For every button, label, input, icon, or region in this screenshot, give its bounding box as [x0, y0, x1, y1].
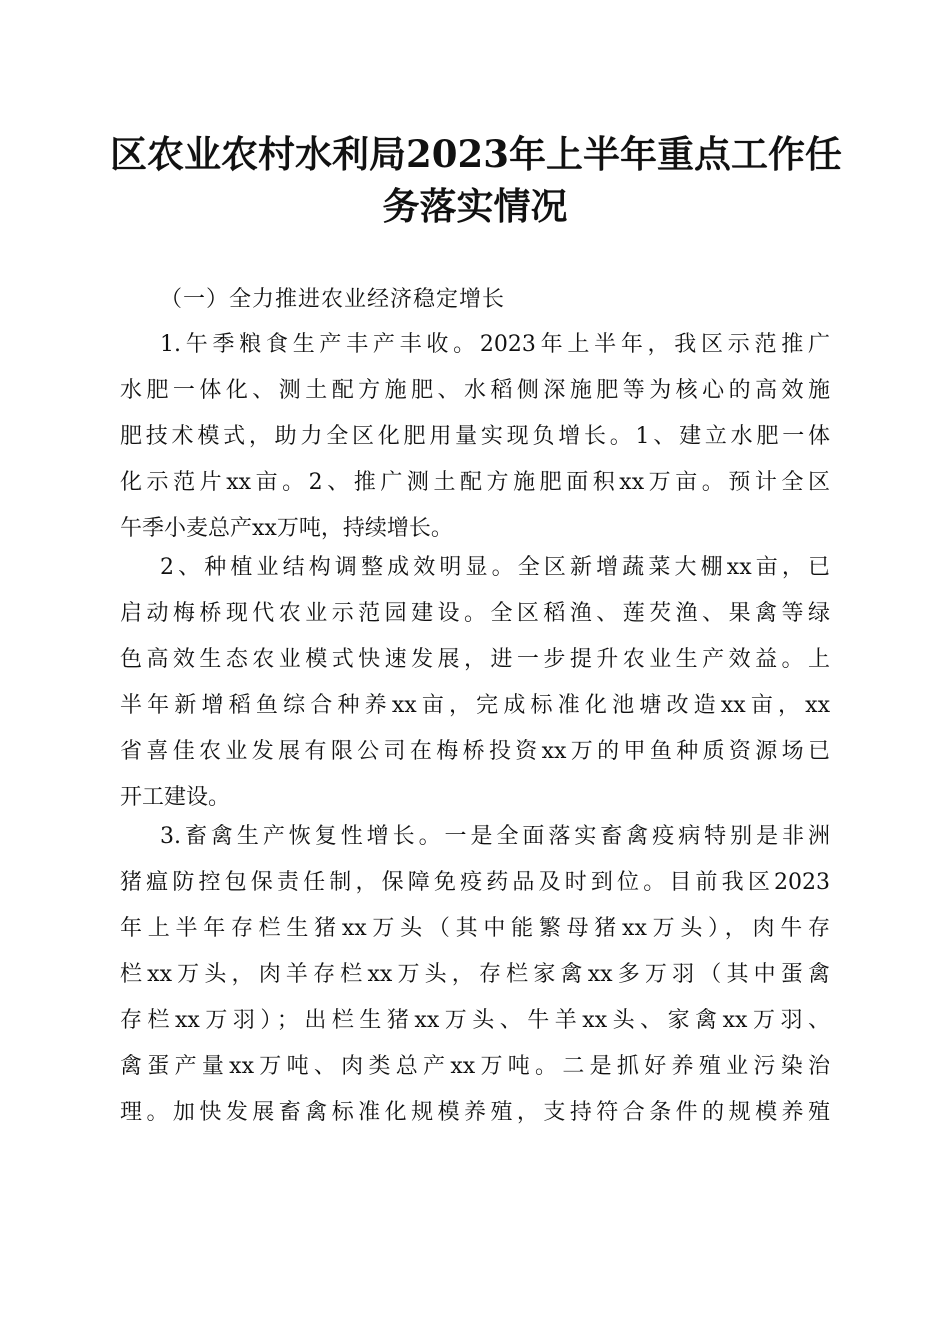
paragraph-line: 年上半年存栏生猪xx万头（其中能繁母猪xx万头），肉牛存	[120, 916, 830, 941]
section-heading	[120, 278, 830, 322]
paragraph-line: 半年新增稻鱼综合种养xx亩，完成标准化池塘改造xx亩，xx	[120, 693, 830, 718]
document-title	[110, 128, 840, 232]
paragraph-line: 禽蛋产量xx万吨、肉类总产xx万吨。二是抓好养殖业污染治	[120, 1054, 830, 1079]
paragraph-line: 猪瘟防控包保责任制，保障免疫药品及时到位。目前我区2023	[120, 870, 830, 895]
paragraph-line: 启动梅桥现代农业示范园建设。全区稻渔、莲芡渔、果禽等绿	[120, 601, 830, 626]
paragraph-line: 化示范片xx亩。2、推广测土配方施肥面积xx万亩。预计全区	[120, 470, 830, 495]
section-heading-text: （一）全力推进农业经济稳定增长	[160, 287, 506, 312]
paragraph-line: 1.午季粮食生产丰产丰收。2023年上半年，我区示范推广	[160, 332, 830, 357]
paragraph-line: 理。加快发展畜禽标准化规模养殖，支持符合条件的规模养殖	[120, 1100, 830, 1125]
paragraph-line: 栏xx万头，肉羊存栏xx万头，存栏家禽xx多万羽（其中蛋禽	[120, 962, 830, 987]
paragraph-2	[120, 545, 830, 821]
title-line-1: 区农业农村水利局2023年上半年重点工作任	[110, 132, 842, 176]
paragraph-line: 午季小麦总产xx万吨，持续增长。	[120, 516, 453, 541]
paragraph-3	[120, 814, 830, 1136]
paragraph-line: 3.畜禽生产恢复性增长。一是全面落实畜禽疫病特别是非洲	[160, 824, 830, 849]
paragraph-line: 2、种植业结构调整成效明显。全区新增蔬菜大棚xx亩，已	[160, 555, 830, 580]
paragraph-line: 开工建设。	[120, 785, 231, 810]
paragraph-line: 水肥一体化、测土配方施肥、水稻侧深施肥等为核心的高效施	[120, 378, 830, 403]
paragraph-1	[120, 322, 830, 552]
title-line-2: 务落实情况	[382, 184, 568, 228]
paragraph-line: 肥技术模式，助力全区化肥用量实现负增长。1、建立水肥一体	[120, 424, 830, 449]
paragraph-line: 省喜佳农业发展有限公司在梅桥投资xx万的甲鱼种质资源场已	[120, 739, 830, 764]
paragraph-line: 色高效生态农业模式快速发展，进一步提升农业生产效益。上	[120, 647, 830, 672]
paragraph-line: 存栏xx万羽）；出栏生猪xx万头、牛羊xx头、家禽xx万羽、	[120, 1008, 830, 1033]
